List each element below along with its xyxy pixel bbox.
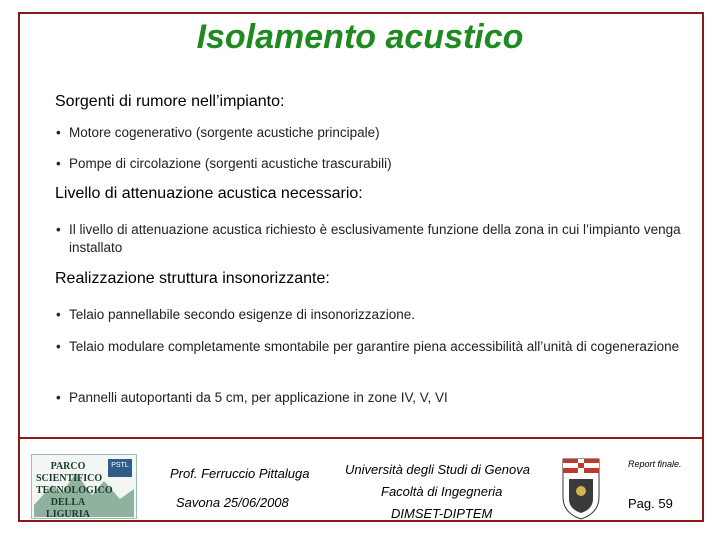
logo-line: TECNOLOGICO	[36, 485, 113, 496]
list-item-text: Telaio pannellabile secondo esigenze di insonorizzazione.	[69, 307, 415, 322]
list-item	[56, 389, 696, 407]
university-crest-icon	[561, 457, 601, 521]
faculty: Facoltà di Ingegneria	[381, 484, 503, 499]
place-date: Savona 25/06/2008	[176, 495, 289, 510]
bullet-icon: •	[56, 339, 61, 354]
list-item	[56, 338, 696, 356]
list-item-text: Pompe di circolazione (sorgenti acustiche trascurabili)	[69, 156, 392, 171]
report-label: Report finale.	[628, 459, 682, 469]
logo-badge: PSTL	[111, 462, 129, 469]
list-item	[56, 221, 696, 257]
department: DIMSET-DIPTEM	[391, 506, 493, 521]
slide-frame	[18, 12, 704, 522]
parco-scientifico-logo	[31, 454, 137, 519]
logo-line: DELLA LIGURIA	[46, 497, 90, 520]
logo-line: PARCO	[50, 461, 86, 472]
university: Università degli Studi di Genova	[345, 462, 530, 477]
section-heading: Sorgenti di rumore nell’impianto:	[55, 93, 285, 110]
footer-divider	[18, 437, 704, 439]
bullet-icon: •	[56, 125, 61, 140]
bullet-icon: •	[56, 156, 61, 171]
bullet-icon: •	[56, 307, 61, 322]
list-item	[56, 306, 696, 324]
bullet-icon: •	[56, 390, 61, 405]
list-item-text: Telaio modulare completamente smontabile per garantire piena accessibilità all’unità di cogenerazione	[69, 339, 680, 354]
list-item	[56, 155, 696, 173]
list-item-text: Motore cogenerativo (sorgente acustiche principale)	[69, 125, 380, 140]
list-item-text: Il livello di attenuazione acustica richiesto è esclusivamente funzione della zona in cui l’impianto venga installato	[69, 222, 681, 255]
bullet-icon: •	[56, 222, 61, 237]
section-heading: Livello di attenuazione acustica necessario:	[55, 185, 363, 202]
list-item	[56, 124, 696, 142]
page-number: Pag. 59	[628, 496, 673, 511]
author: Prof. Ferruccio Pittaluga	[170, 466, 310, 481]
page-title: Isolamento acustico	[196, 18, 524, 56]
logo-line: SCIENTIFICO	[36, 473, 103, 484]
list-item-text: Pannelli autoportanti da 5 cm, per applicazione in zone IV, V, VI	[69, 390, 448, 405]
section-heading: Realizzazione struttura insonorizzante:	[55, 270, 330, 287]
